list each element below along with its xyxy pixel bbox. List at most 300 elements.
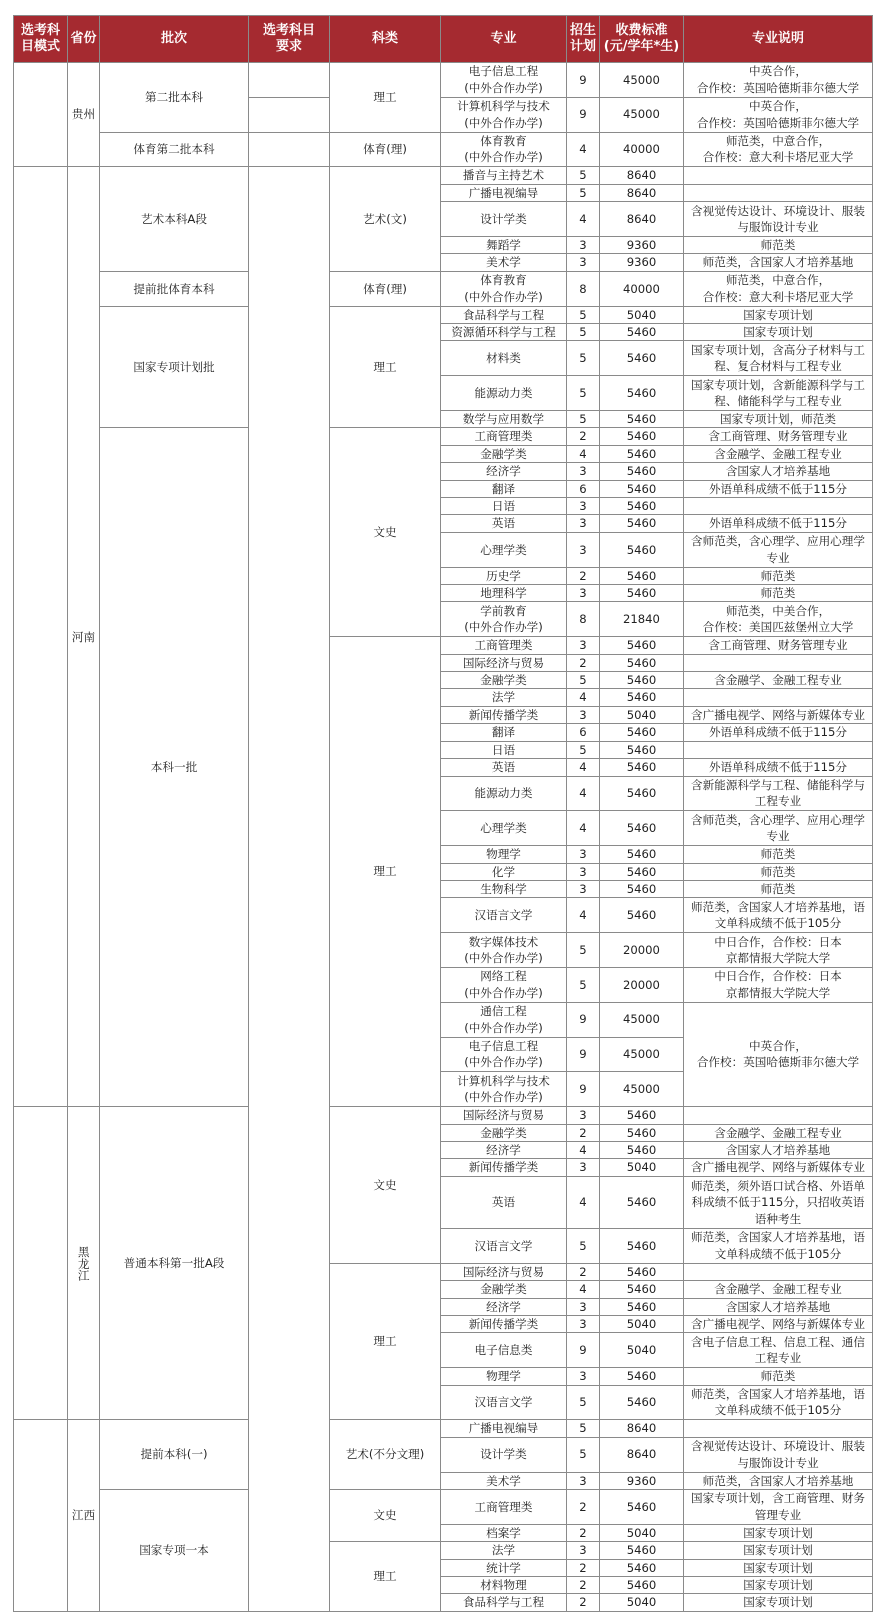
plan-cell — [567, 741, 600, 758]
plan-cell — [567, 846, 600, 863]
description-cell-text: 师范类，含国家人才培养基地，语文单科成绩不低于105分 — [691, 899, 865, 931]
plan-cell — [567, 202, 600, 237]
major-cell — [441, 1559, 567, 1576]
major-cell-text: 电子信息类 — [474, 1343, 533, 1358]
description-cell-text: 含师范类，含心理学、应用心理学专业 — [691, 534, 865, 565]
major-cell-text: 网络工程 — [480, 969, 527, 984]
major-cell — [441, 63, 567, 98]
fee-cell-text: 5460 — [626, 542, 657, 557]
major-cell — [441, 532, 567, 567]
fee-cell-text: 5040 — [626, 707, 657, 722]
description-cell — [684, 445, 873, 462]
major-cell — [441, 132, 567, 167]
description-cell-text: 含工商管理、财务管理专业 — [708, 429, 848, 444]
description-cell-text: 师范类，中意合作， — [725, 134, 831, 149]
major-cell-text: 美术学 — [486, 255, 521, 270]
description-cell-text: 含广播电视学、网络与新媒体专业 — [691, 1160, 865, 1175]
description-cell — [684, 1315, 873, 1332]
plan-cell — [567, 1437, 600, 1472]
plan-cell-text: 3 — [579, 707, 587, 722]
fee-cell — [600, 1420, 684, 1437]
plan-cell — [567, 376, 600, 411]
fee-cell-text: 5460 — [626, 481, 657, 496]
province-heilongjiang: 黑龙江 — [68, 1107, 100, 1420]
plan-cell-text: 8 — [579, 612, 587, 627]
table-row — [14, 1420, 873, 1437]
description-cell-text-2: 合作校：英国哈德斯菲尔德大学 — [696, 115, 860, 130]
major-cell — [441, 306, 567, 323]
batch-hn-art: 艺术本科A段 — [100, 167, 249, 271]
major-cell — [441, 324, 567, 341]
plan-cell-text: 3 — [579, 255, 587, 270]
mode-cell-jiangxi — [14, 1420, 68, 1611]
description-cell-text: 国家专项计划 — [743, 325, 813, 340]
plan-cell — [567, 724, 600, 741]
major-cell-text-2: (中外合作办学) — [464, 115, 543, 130]
plan-cell — [567, 167, 600, 184]
fee-cell — [600, 759, 684, 776]
fee-cell — [600, 1228, 684, 1263]
description-cell — [684, 1159, 873, 1176]
fee-cell-text: 5460 — [626, 1299, 657, 1314]
major-cell-text: 广播电视编导 — [468, 185, 539, 200]
fee-cell — [600, 1298, 684, 1315]
major-cell — [441, 1576, 567, 1593]
description-cell — [684, 97, 873, 132]
plan-cell-text: 3 — [579, 1369, 587, 1384]
fee-cell-text: 20000 — [623, 977, 660, 992]
major-cell — [441, 637, 567, 654]
table-row — [14, 1107, 873, 1124]
fee-cell-text: 5460 — [626, 385, 657, 400]
fee-cell-text: 45000 — [623, 1047, 660, 1062]
plan-cell — [567, 271, 600, 306]
major-cell-text-2: (中外合作办学) — [464, 620, 543, 635]
fee-cell — [600, 933, 684, 968]
province-jiangxi: 江西 — [68, 1420, 100, 1611]
plan-cell-text: 2 — [579, 1499, 587, 1514]
major-cell-text: 金融学类 — [480, 446, 527, 461]
plan-cell-text: 5 — [579, 1421, 587, 1436]
major-cell-text-2: (中外合作办学) — [464, 1055, 543, 1070]
description-cell-text: 含电子信息工程、信息工程、通信工程专业 — [691, 1334, 865, 1366]
description-cell — [684, 1263, 873, 1280]
plan-cell — [567, 585, 600, 602]
description-cell-text: 师范类 — [760, 238, 796, 252]
plan-cell-text: 3 — [579, 1473, 587, 1488]
plan-cell — [567, 411, 600, 428]
major-cell-text: 舞蹈学 — [486, 238, 521, 252]
plan-cell-text: 2 — [579, 1595, 587, 1610]
major-cell — [441, 1281, 567, 1298]
major-cell-text: 新闻传播学类 — [468, 1316, 539, 1331]
major-cell-text: 经济学 — [486, 464, 521, 479]
plan-cell — [567, 967, 600, 1002]
fee-cell-text: 5460 — [626, 412, 657, 427]
fee-cell — [600, 672, 684, 689]
fee-cell-text: 5460 — [626, 1395, 657, 1410]
major-cell-text-2: (中外合作办学) — [464, 1090, 543, 1105]
major-cell — [441, 463, 567, 480]
description-cell — [684, 967, 873, 1002]
description-cell — [684, 1141, 873, 1158]
plan-cell-text: 4 — [579, 821, 587, 835]
fee-cell-text: 5460 — [626, 568, 657, 583]
description-cell-text-2: 京都情报大学院大学 — [725, 951, 831, 966]
description-cell — [684, 428, 873, 445]
plan-cell — [567, 1037, 600, 1072]
plan-cell-text: 2 — [579, 1125, 587, 1140]
fee-cell-text: 5460 — [626, 1125, 657, 1140]
description-cell-text: 中日合作，合作校：日本 — [714, 934, 842, 949]
description-cell-text: 含国家人才培养基地 — [725, 1299, 831, 1314]
description-cell — [684, 1385, 873, 1420]
major-cell — [441, 1333, 567, 1368]
major-cell-text: 工商管理类 — [474, 638, 533, 653]
batch-hlj-first-a: 普通本科第一批A段 — [100, 1107, 249, 1420]
category-cell: 艺术(不分文理) — [330, 1420, 441, 1490]
major-cell — [441, 1437, 567, 1472]
plan-cell-text: 3 — [579, 1316, 587, 1331]
fee-cell — [600, 898, 684, 933]
plan-cell-text: 9 — [579, 1082, 587, 1096]
fee-cell-text: 5460 — [626, 1282, 657, 1297]
fee-cell — [600, 202, 684, 237]
plan-cell-text: 3 — [579, 847, 587, 862]
major-cell — [441, 846, 567, 863]
description-cell — [684, 306, 873, 323]
fee-cell — [600, 602, 684, 637]
header-desc: 专业说明 — [684, 16, 873, 63]
fee-cell — [600, 445, 684, 462]
description-cell — [684, 480, 873, 497]
plan-cell-text: 5 — [579, 307, 587, 322]
plan-cell — [567, 97, 600, 132]
fee-cell — [600, 498, 684, 515]
fee-cell — [600, 741, 684, 758]
plan-cell — [567, 1333, 600, 1368]
plan-cell — [567, 637, 600, 654]
major-cell — [441, 1385, 567, 1420]
description-cell — [684, 1124, 873, 1141]
plan-cell-text: 5 — [579, 1238, 587, 1253]
description-cell-text: 师范类 — [760, 568, 796, 583]
fee-cell — [600, 1263, 684, 1280]
major-cell-text: 能源动力类 — [474, 385, 533, 400]
plan-cell-text: 8 — [579, 281, 587, 296]
description-cell-text-2: 合作校：意大利卡塔尼亚大学 — [702, 150, 854, 165]
plan-cell — [567, 1559, 600, 1576]
description-cell-text: 含金融学、金融工程专业 — [714, 673, 842, 688]
fee-cell — [600, 132, 684, 167]
plan-cell-text: 6 — [579, 725, 587, 740]
plan-cell-text: 3 — [579, 881, 587, 896]
plan-cell-text: 9 — [579, 1012, 587, 1027]
fee-cell — [600, 811, 684, 846]
major-cell-text: 学前教育 — [480, 603, 527, 618]
plan-cell-text: 3 — [579, 516, 587, 531]
major-cell-text: 计算机科学与技术 — [457, 1073, 550, 1088]
fee-cell-text: 5460 — [626, 908, 657, 923]
fee-cell-text: 5460 — [626, 821, 657, 835]
major-cell-text: 材料物理 — [480, 1577, 527, 1592]
plan-cell — [567, 776, 600, 811]
fee-cell-text: 5460 — [626, 881, 657, 896]
major-cell — [441, 1524, 567, 1541]
fee-cell-text: 9360 — [626, 255, 657, 270]
description-cell — [684, 202, 873, 237]
description-cell-text: 中英合作， — [749, 99, 807, 114]
plan-cell-text: 3 — [579, 864, 587, 879]
major-cell — [441, 202, 567, 237]
plan-cell-text: 6 — [579, 481, 587, 496]
description-cell — [684, 1542, 873, 1559]
description-cell-text: 外语单科成绩不低于115分 — [708, 516, 848, 531]
description-cell-text: 含金融学、金融工程专业 — [714, 1125, 842, 1140]
description-cell — [684, 376, 873, 411]
batch-gz-sport: 体育第二批本科 — [100, 132, 249, 167]
fee-cell — [600, 846, 684, 863]
major-cell — [441, 898, 567, 933]
major-cell-text: 英语 — [491, 760, 516, 775]
major-cell — [441, 498, 567, 515]
fee-cell — [600, 1559, 684, 1576]
fee-cell — [600, 271, 684, 306]
fee-cell — [600, 97, 684, 132]
description-cell — [684, 463, 873, 480]
category-cell: 理工 — [330, 1263, 441, 1420]
description-cell — [684, 167, 873, 184]
fee-cell-text: 5460 — [626, 1499, 657, 1514]
plan-cell-text: 3 — [579, 238, 587, 252]
plan-cell — [567, 1281, 600, 1298]
major-cell-text-2: (中外合作办学) — [464, 80, 543, 95]
plan-cell — [567, 1176, 600, 1228]
header-plan: 招生 计划 — [567, 16, 600, 63]
fee-cell — [600, 1385, 684, 1420]
plan-cell-text: 3 — [579, 1160, 587, 1175]
plan-cell — [567, 515, 600, 532]
fee-cell-text: 5460 — [626, 1238, 657, 1253]
description-cell — [684, 567, 873, 584]
fee-cell — [600, 1176, 684, 1228]
fee-cell-text: 5460 — [626, 638, 657, 653]
major-cell — [441, 1263, 567, 1280]
plan-cell — [567, 1228, 600, 1263]
plan-cell-text: 2 — [579, 1560, 587, 1575]
plan-cell-text: 5 — [579, 325, 587, 340]
fee-cell — [600, 1542, 684, 1559]
fee-cell — [600, 463, 684, 480]
fee-cell — [600, 1037, 684, 1072]
major-cell-text: 经济学 — [486, 1142, 521, 1157]
plan-cell — [567, 445, 600, 462]
batch-jx-early: 提前本科(一) — [100, 1420, 249, 1490]
major-cell-text-2: (中外合作办学) — [464, 150, 543, 165]
description-cell-text-2: 合作校：意大利卡塔尼亚大学 — [702, 289, 854, 304]
major-cell-text: 英语 — [491, 516, 516, 531]
fee-cell-text: 45000 — [623, 1082, 660, 1096]
plan-cell-text: 2 — [579, 1264, 587, 1279]
plan-cell — [567, 898, 600, 933]
plan-cell-text: 5 — [579, 1447, 587, 1462]
major-cell — [441, 1107, 567, 1124]
fee-cell-text: 20000 — [623, 942, 660, 957]
major-cell-text: 材料类 — [486, 351, 521, 366]
fee-cell-text: 40000 — [623, 281, 660, 296]
category-cell: 体育(理) — [330, 132, 441, 167]
major-cell-text: 工商管理类 — [474, 429, 533, 444]
mode-cell-heilongjiang — [14, 1107, 68, 1420]
major-cell-text: 法学 — [491, 690, 516, 705]
major-cell — [441, 271, 567, 306]
major-cell-text: 统计学 — [486, 1560, 521, 1575]
fee-cell — [600, 1524, 684, 1541]
major-cell-text: 英语 — [491, 1195, 516, 1210]
major-cell — [441, 480, 567, 497]
plan-cell — [567, 428, 600, 445]
plan-cell — [567, 1124, 600, 1141]
description-cell — [684, 411, 873, 428]
description-cell — [684, 759, 873, 776]
description-cell — [684, 846, 873, 863]
major-cell-text: 设计学类 — [480, 1447, 527, 1462]
plan-cell — [567, 1594, 600, 1611]
major-cell — [441, 1489, 567, 1524]
plan-cell-text: 3 — [579, 542, 587, 557]
plan-cell — [567, 1542, 600, 1559]
fee-cell-text: 5460 — [626, 760, 657, 775]
plan-cell-text: 5 — [579, 742, 587, 757]
fee-cell — [600, 1141, 684, 1158]
fee-cell — [600, 1489, 684, 1524]
plan-cell-text: 2 — [579, 655, 587, 670]
fee-cell-text: 45000 — [623, 107, 660, 122]
batch-gz-2nd: 第二批本科 — [100, 63, 249, 133]
plan-cell-text: 9 — [579, 1047, 587, 1062]
plan-cell-text: 4 — [579, 1282, 587, 1297]
description-cell — [684, 1559, 873, 1576]
major-cell — [441, 1159, 567, 1176]
fee-cell-text: 5460 — [626, 1543, 657, 1558]
description-cell — [684, 706, 873, 723]
description-cell — [684, 602, 873, 637]
description-cell — [684, 585, 873, 602]
header-fee: 收费标准 (元/学年*生) — [600, 16, 684, 63]
description-cell — [684, 515, 873, 532]
plan-cell — [567, 480, 600, 497]
description-cell-text: 师范类，中美合作， — [725, 603, 831, 618]
plan-cell-text: 2 — [579, 1525, 587, 1540]
description-cell-text: 中英合作， — [749, 64, 807, 79]
major-cell-text: 法学 — [491, 1543, 516, 1558]
enrollment-plan-table — [13, 15, 873, 1612]
fee-cell-text: 9360 — [626, 238, 657, 252]
major-cell — [441, 776, 567, 811]
major-cell-text: 能源动力类 — [474, 786, 533, 801]
major-cell — [441, 97, 567, 132]
plan-cell — [567, 1072, 600, 1107]
plan-cell — [567, 880, 600, 897]
description-cell-text-2: 合作校：英国哈德斯菲尔德大学 — [696, 1055, 860, 1070]
fee-cell — [600, 341, 684, 376]
description-cell-text: 外语单科成绩不低于115分 — [708, 481, 848, 496]
fee-cell-text: 5460 — [626, 742, 657, 757]
fee-cell — [600, 1315, 684, 1332]
plan-cell — [567, 1489, 600, 1524]
major-cell-text-2: (中外合作办学) — [464, 951, 543, 966]
plan-cell — [567, 1107, 600, 1124]
plan-cell-text: 4 — [579, 1142, 587, 1157]
major-cell-text: 档案学 — [486, 1525, 521, 1540]
fee-cell-text: 5460 — [626, 725, 657, 740]
plan-cell — [567, 602, 600, 637]
fee-cell — [600, 724, 684, 741]
major-cell — [441, 1315, 567, 1332]
fee-cell — [600, 880, 684, 897]
fee-cell-text: 5460 — [626, 499, 657, 514]
plan-cell — [567, 184, 600, 201]
fee-cell-text: 5040 — [626, 1525, 657, 1540]
table-row — [14, 132, 873, 167]
plan-cell-text: 5 — [579, 412, 587, 427]
plan-cell — [567, 672, 600, 689]
plan-cell-text: 4 — [579, 1195, 587, 1210]
major-cell — [441, 167, 567, 184]
major-cell-text: 翻译 — [491, 481, 516, 496]
fee-cell — [600, 411, 684, 428]
plan-cell-text: 3 — [579, 638, 587, 653]
fee-cell-text: 5460 — [626, 325, 657, 340]
fee-cell — [600, 567, 684, 584]
fee-cell — [600, 324, 684, 341]
fee-cell-text: 45000 — [623, 1012, 660, 1027]
mode-cell-guizhou — [14, 63, 68, 167]
description-cell-text: 师范类，含国家人才培养基地，语文单科成绩不低于105分 — [691, 1230, 865, 1261]
plan-cell-text: 3 — [579, 1108, 587, 1123]
fee-cell — [600, 1368, 684, 1385]
fee-cell-text: 5460 — [626, 351, 657, 366]
major-cell — [441, 1124, 567, 1141]
fee-cell — [600, 1107, 684, 1124]
description-cell — [684, 1107, 873, 1124]
fee-cell-text: 5460 — [626, 655, 657, 670]
fee-cell — [600, 1437, 684, 1472]
fee-cell — [600, 428, 684, 445]
fee-cell-text: 40000 — [623, 142, 660, 157]
fee-cell — [600, 1281, 684, 1298]
major-cell — [441, 1420, 567, 1437]
description-cell — [684, 689, 873, 706]
description-cell-text: 外语单科成绩不低于115分 — [708, 725, 848, 740]
fee-cell — [600, 1159, 684, 1176]
major-cell-text: 地理科学 — [480, 586, 527, 601]
major-cell-text: 心理学类 — [480, 542, 527, 557]
description-cell — [684, 776, 873, 811]
description-cell — [684, 1368, 873, 1385]
major-cell — [441, 184, 567, 201]
plan-cell-text: 5 — [579, 942, 587, 957]
category-cell: 文史 — [330, 428, 441, 637]
description-cell — [684, 1489, 873, 1524]
plan-cell-text: 3 — [579, 499, 587, 514]
major-cell-text: 新闻传播学类 — [468, 707, 539, 722]
description-cell-text: 中日合作，合作校：日本 — [714, 969, 842, 984]
plan-cell — [567, 1472, 600, 1489]
fee-cell — [600, 63, 684, 98]
plan-cell — [567, 689, 600, 706]
major-cell — [441, 724, 567, 741]
